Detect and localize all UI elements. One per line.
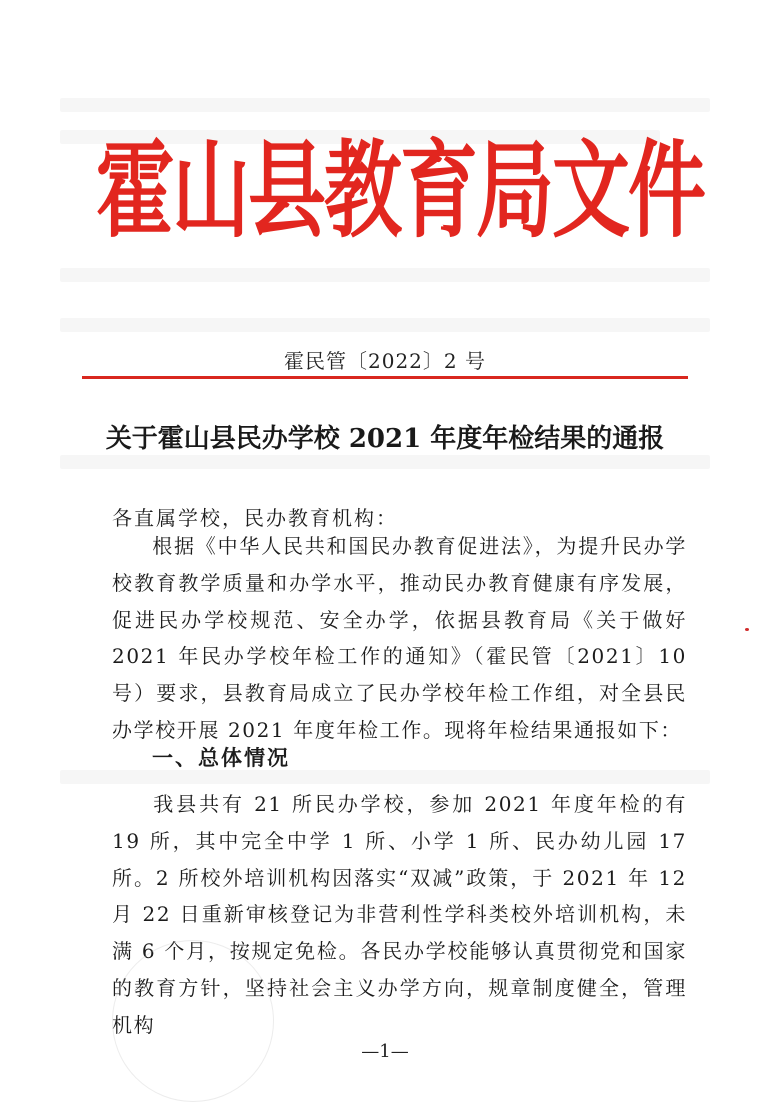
red-divider-line xyxy=(82,376,688,379)
bleed-through-mark xyxy=(60,455,710,469)
bleed-through-mark xyxy=(60,318,710,332)
salutation: 各直属学校，民办教育机构： xyxy=(112,506,398,530)
masthead-title: 霍山县教育局文件 xyxy=(96,131,705,253)
paragraph-text: 根据《中华人民共和国民办教育促进法》，为提升民办学校教育教学质量和办学水平，推动民办教育健康有序发展，促进民办学校规范、安全办学，依据县教育局《关于做好 2021 年民办学校年检工作的通知》（霍民管〔2021〕10 号）要求，县教育局成立了民办学校年检工作组，对全县民办学校开展 2021 年度年检工作。现将年检结果通报如下： xyxy=(112,534,687,742)
section-heading: 一、总体情况 xyxy=(152,746,290,770)
document-title: 关于霍山县民办学校 2021 年度年检结果的通报 xyxy=(105,424,665,454)
body-paragraph xyxy=(112,528,687,749)
page-number: —1— xyxy=(361,1041,409,1062)
red-speck xyxy=(745,628,749,631)
faint-seal-impression xyxy=(112,940,274,1102)
paragraph-text: 我县共有 21 所民办学校，参加 2021 年度年检的有 19 所，其中完全中学 1 所、小学 1 所、民办幼儿园 17 所。2 所校外培训机构因落实“双减”政策，于 2021 年 12 月 22 日重新审核登记为非营利性学科类校外培训机构，未满 6 个月，按规定免检。各民办学校能够认真贯彻党和国家的教育方针，坚持社会主义办学方向，规章制度健全，管理机构 xyxy=(112,792,687,1037)
bleed-through-mark xyxy=(60,770,710,784)
document-number: 霍民管〔2022〕2 号 xyxy=(284,349,486,373)
